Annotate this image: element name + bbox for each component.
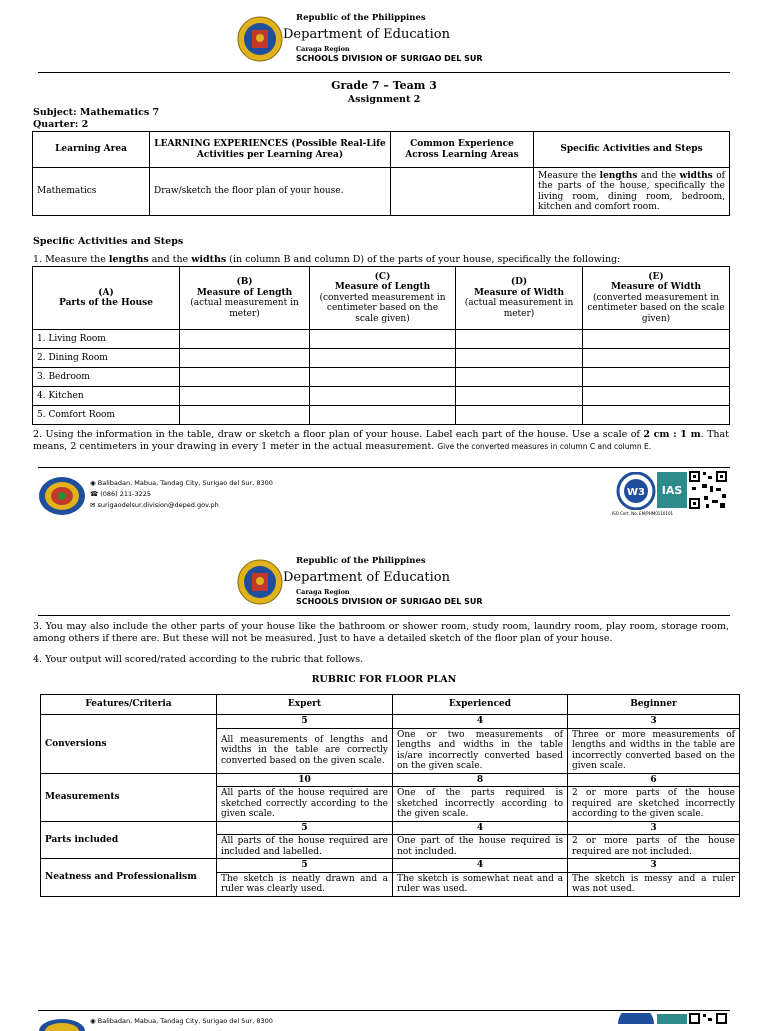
department-title: Department of Education [283,27,450,42]
table-row [41,821,740,835]
table-row: 4. Kitchen [33,387,730,406]
score: 3 [568,859,740,873]
division-text: SCHOOLS DIVISION OF SURIGAO DEL SUR [296,54,483,63]
ias-logo-page2 [657,1014,687,1024]
score: 5 [217,821,393,835]
descriptor: One or two measurements of lengths and widths in the table is/are incorrectly converted based on the given scale. [393,728,568,773]
iso-certification-logo [615,472,657,510]
input-cell[interactable] [180,368,310,387]
step4-text: 4. Your output will scored/rated according to the rubric that follows. [33,654,364,665]
score: 3 [568,715,740,729]
rubric-title: RUBRIC FOR FLOOR PLAN [311,674,457,685]
table-row: 2. Dining Room [33,349,730,368]
descriptor: The sketch is neatly drawn and a ruler was clearly used. [217,872,393,896]
input-cell[interactable] [310,387,456,406]
cell-common [391,168,534,216]
descriptor: All parts of the house required are included and labelled. [217,835,393,859]
th-criteria: Features/Criteria [41,695,217,715]
location-icon: ◉ [90,479,96,487]
table-row [41,773,740,787]
th-common-experience: Common Experience Across Learning Areas [391,132,534,168]
step1-text: 1. Measure the lengths and the widths (in column B and column D) of the parts of your house, specifically the following: [33,254,621,265]
phone-icon: ☎ [90,490,99,498]
measurement-table [32,266,730,425]
ias-logo [657,472,687,508]
descriptor: 2 or more parts of the house required are not included. [568,835,740,859]
th-expert: Expert [217,695,393,715]
input-cell[interactable] [456,406,583,425]
footer-divider [38,467,730,468]
qr-code [688,470,728,510]
address-line: ◉ Balibadan, Mabua, Tandag City, Surigao del Sur, 8300 [90,479,273,487]
iso-cert-text: ISO Cert. No. EM/PHM0110101 [612,511,674,516]
input-cell[interactable] [583,368,730,387]
quarter-text: Quarter: 2 [33,119,89,130]
input-cell[interactable] [583,387,730,406]
input-cell[interactable] [180,349,310,368]
deped-seal [237,16,283,62]
svg-text:IAS: IAS [661,484,683,497]
input-cell[interactable] [456,330,583,349]
score: 4 [393,859,568,873]
input-cell[interactable] [456,349,583,368]
svg-text:W3: W3 [627,487,645,498]
score: 5 [217,859,393,873]
th-experienced: Experienced [393,695,568,715]
footer-divider-page2 [38,1010,730,1011]
table-row: 3. Bedroom [33,368,730,387]
footer-contacts [90,478,273,511]
grade-team-title: Grade 7 – Team 3 [331,79,437,92]
criteria-neatness: Neatness and Professionalism [41,859,217,897]
score: 4 [393,715,568,729]
region-text: Caraga Region [296,45,350,53]
input-cell[interactable] [456,368,583,387]
descriptor: All measurements of lengths and widths in the table are correctly converted based on the given scale. [217,728,393,773]
table-row: 5. Comfort Room [33,406,730,425]
assignment-title: Assignment 2 [347,94,421,105]
th-col-c: (C) Measure of Length (converted measurement in centimeter based on the scale given) [310,267,456,330]
score: 6 [568,773,740,787]
criteria-conversions: Conversions [41,715,217,774]
score: 4 [393,821,568,835]
descriptor: 2 or more parts of the house required are sketched incorrectly according to the given scale. [568,787,740,822]
email-line: ✉ surigaodelsur.division@deped.gov.ph [90,501,219,509]
qr-code-page2 [688,1012,728,1024]
email-icon: ✉ [90,501,96,509]
input-cell[interactable] [310,368,456,387]
rubric-table [40,694,740,897]
division-text-page2: SCHOOLS DIVISION OF SURIGAO DEL SUR [296,597,483,606]
steps-heading: Specific Activities and Steps [33,236,184,247]
th-learning-experiences: LEARNING EXPERIENCES (Possible Real-Life Activities per Learning Area) [150,132,391,168]
input-cell[interactable] [583,349,730,368]
matatag-logo-page2 [38,1017,86,1031]
header-divider-page2 [38,615,730,616]
learning-experience-table [32,131,730,216]
th-beginner: Beginner [568,695,740,715]
descriptor: One of the parts required is sketched incorrectly according to the given scale. [393,787,568,822]
table-row [41,859,740,873]
score: 10 [217,773,393,787]
input-cell[interactable] [310,349,456,368]
step2-text: 2. Using the information in the table, draw or sketch a floor plan of your house. Label each part of the house. Use a scale of 2 cm : 1 m. That means, 2 centimeters in your drawing in every 1 meter in the actual measurement. Give the converted measures in column C and column E. [33,429,729,452]
iso-certification-logo-page2 [615,1013,657,1024]
header-divider [38,72,730,73]
descriptor: Three or more measurements of lengths and widths in the table are incorrectly converted based on the given scale. [568,728,740,773]
criteria-parts-included: Parts included [41,821,217,859]
th-col-e: (E) Measure of Width (converted measurement in centimeter based on the scale given) [583,267,730,330]
step3-text: 3. You may also include the other parts of your house like the bathroom or shower room, study room, laundry room, play room, storage room, among others if there are. But these will not be measured. Just to have a detailed sketch of the floor plan of your house. [33,621,729,644]
table-row: 1. Living Room [33,330,730,349]
table-row [41,715,740,729]
input-cell[interactable] [456,387,583,406]
input-cell[interactable] [310,406,456,425]
descriptor: All parts of the house required are sketched correctly according to the given scale. [217,787,393,822]
descriptor: The sketch is messy and a ruler was not used. [568,872,740,896]
republic-text-page2: Republic of the Philippines [296,556,426,566]
th-col-b: (B) Measure of Length (actual measurement in meter) [180,267,310,330]
input-cell[interactable] [583,406,730,425]
score: 3 [568,821,740,835]
descriptor: The sketch is somewhat neat and a ruler was used. [393,872,568,896]
cell-area: Mathematics [33,168,150,216]
subject-text: Subject: Mathematics 7 [33,107,160,118]
matatag-logo [38,476,86,516]
th-col-a: (A) Parts of the House [33,267,180,330]
input-cell[interactable] [180,406,310,425]
score: 5 [217,715,393,729]
score: 8 [393,773,568,787]
deped-seal-page2 [237,559,283,605]
location-icon: ◉ [90,1017,96,1025]
input-cell[interactable] [310,330,456,349]
input-cell[interactable] [583,330,730,349]
phone-line: ☎ (086) 211-3225 [90,490,152,498]
republic-text: Republic of the Philippines [296,13,426,23]
address-line-page2: ◉ Balibadan, Mabua, Tandag City, Surigao del Sur, 8300 [90,1017,273,1025]
input-cell[interactable] [180,387,310,406]
input-cell[interactable] [180,330,310,349]
th-learning-area: Learning Area [33,132,150,168]
region-text-page2: Caraga Region [296,588,350,596]
cell-experience: Draw/sketch the floor plan of your house. [150,168,391,216]
th-specific-activities: Specific Activities and Steps [534,132,730,168]
department-title-page2: Department of Education [283,570,450,585]
criteria-measurements: Measurements [41,773,217,821]
cell-specific: Measure the lengths and the widths of the parts of the house, specifically the living room, dining room, bedroom, kitchen and comfort room. [534,168,730,216]
descriptor: One part of the house required is not included. [393,835,568,859]
th-col-d: (D) Measure of Width (actual measurement in meter) [456,267,583,330]
